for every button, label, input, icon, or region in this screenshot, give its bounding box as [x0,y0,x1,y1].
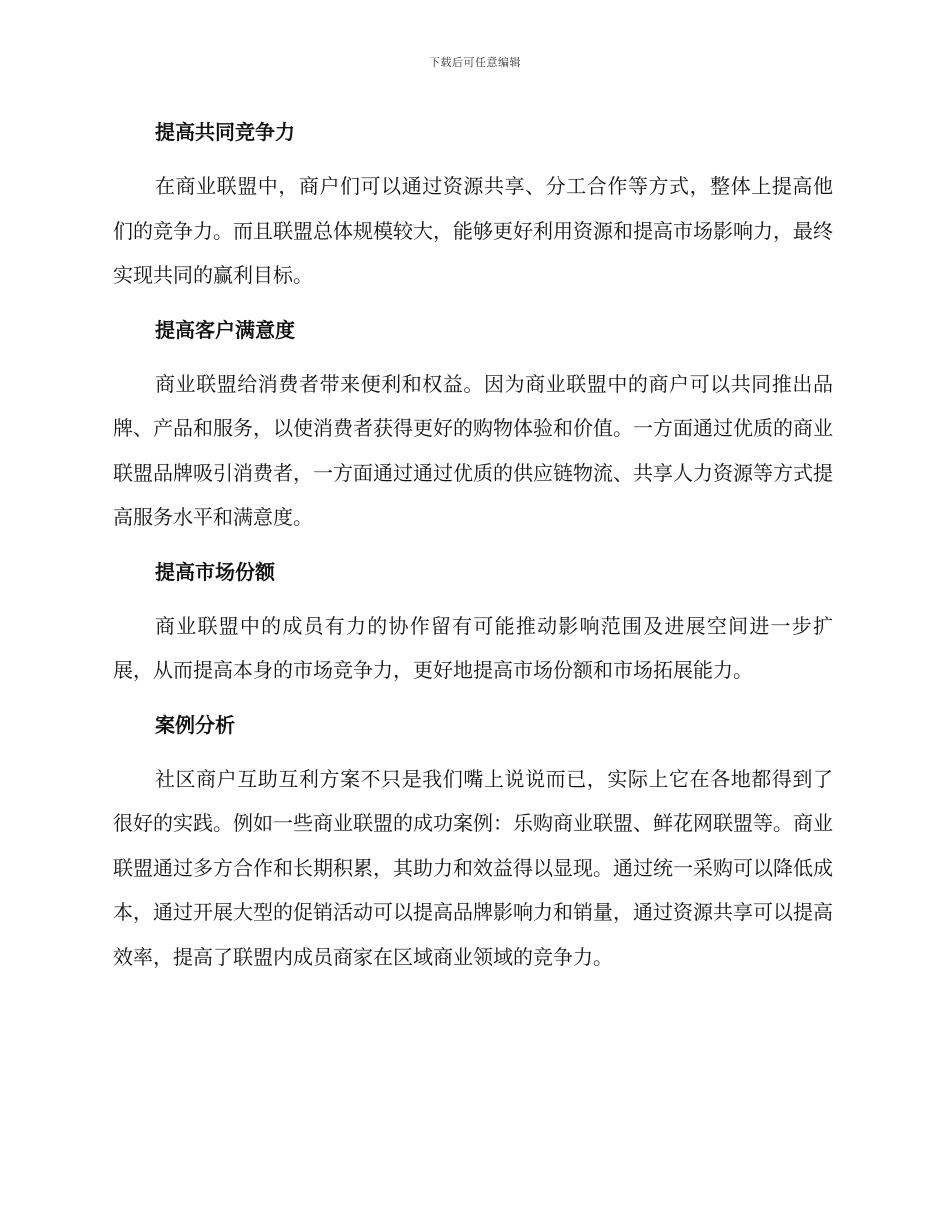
spacer [113,352,833,362]
section-heading-market-share: 提高市场份额 [155,559,275,584]
spacer [113,154,833,164]
section-heading-satisfaction: 提高客户满意度 [155,317,295,342]
spacer [113,747,833,757]
section-paragraph-satisfaction: 商业联盟给消费者带来便利和权益。因为商业联盟中的商户可以共同推出品牌、产品和服务，以使消费者获得更好的购物体验和价值。一方面通过优质的商业联盟品牌吸引消费者，一方面通过通过优质的供应链物流、共享人力资源等方式提高服务水平和满意度。 [113,371,833,529]
spacer [113,594,833,604]
section-paragraph-market-share: 商业联盟中的成员有力的协作留有可能推动影响范围及进展空间进一步扩展，从而提高本身的市场竞争力，更好地提高市场份额和市场拓展能力。 [113,613,833,682]
section-paragraph-case-study: 社区商户互助互利方案不只是我们嘴上说说而已，实际上它在各地都得到了很好的实践。例如一些商业联盟的成功案例：乐购商业联盟、鲜花网联盟等。商业联盟通过多方合作和长期积累，其助力和效益得以显现。通过统一采购可以降低成本，通过开展大型的促销活动可以提高品牌影响力和销量，通过资源共享可以提高效率，提高了联盟内成员商家在区域商业领域的竞争力。 [113,766,833,969]
spacer [113,540,833,550]
document-body [113,110,833,979]
section-heading-competitiveness: 提高共同竞争力 [155,120,295,144]
spacer [113,693,833,703]
page-header-note: 下载后可任意编辑 [429,56,521,69]
spacer [113,298,833,308]
section-heading-case-study: 案例分析 [155,712,235,737]
section-paragraph-competitiveness: 在商业联盟中，商户们可以通过资源共享、分工合作等方式，整体上提高他们的竞争力。而且联盟总体规模较大，能够更好利用资源和提高市场影响力，最终实现共同的赢利目标。 [113,174,833,287]
